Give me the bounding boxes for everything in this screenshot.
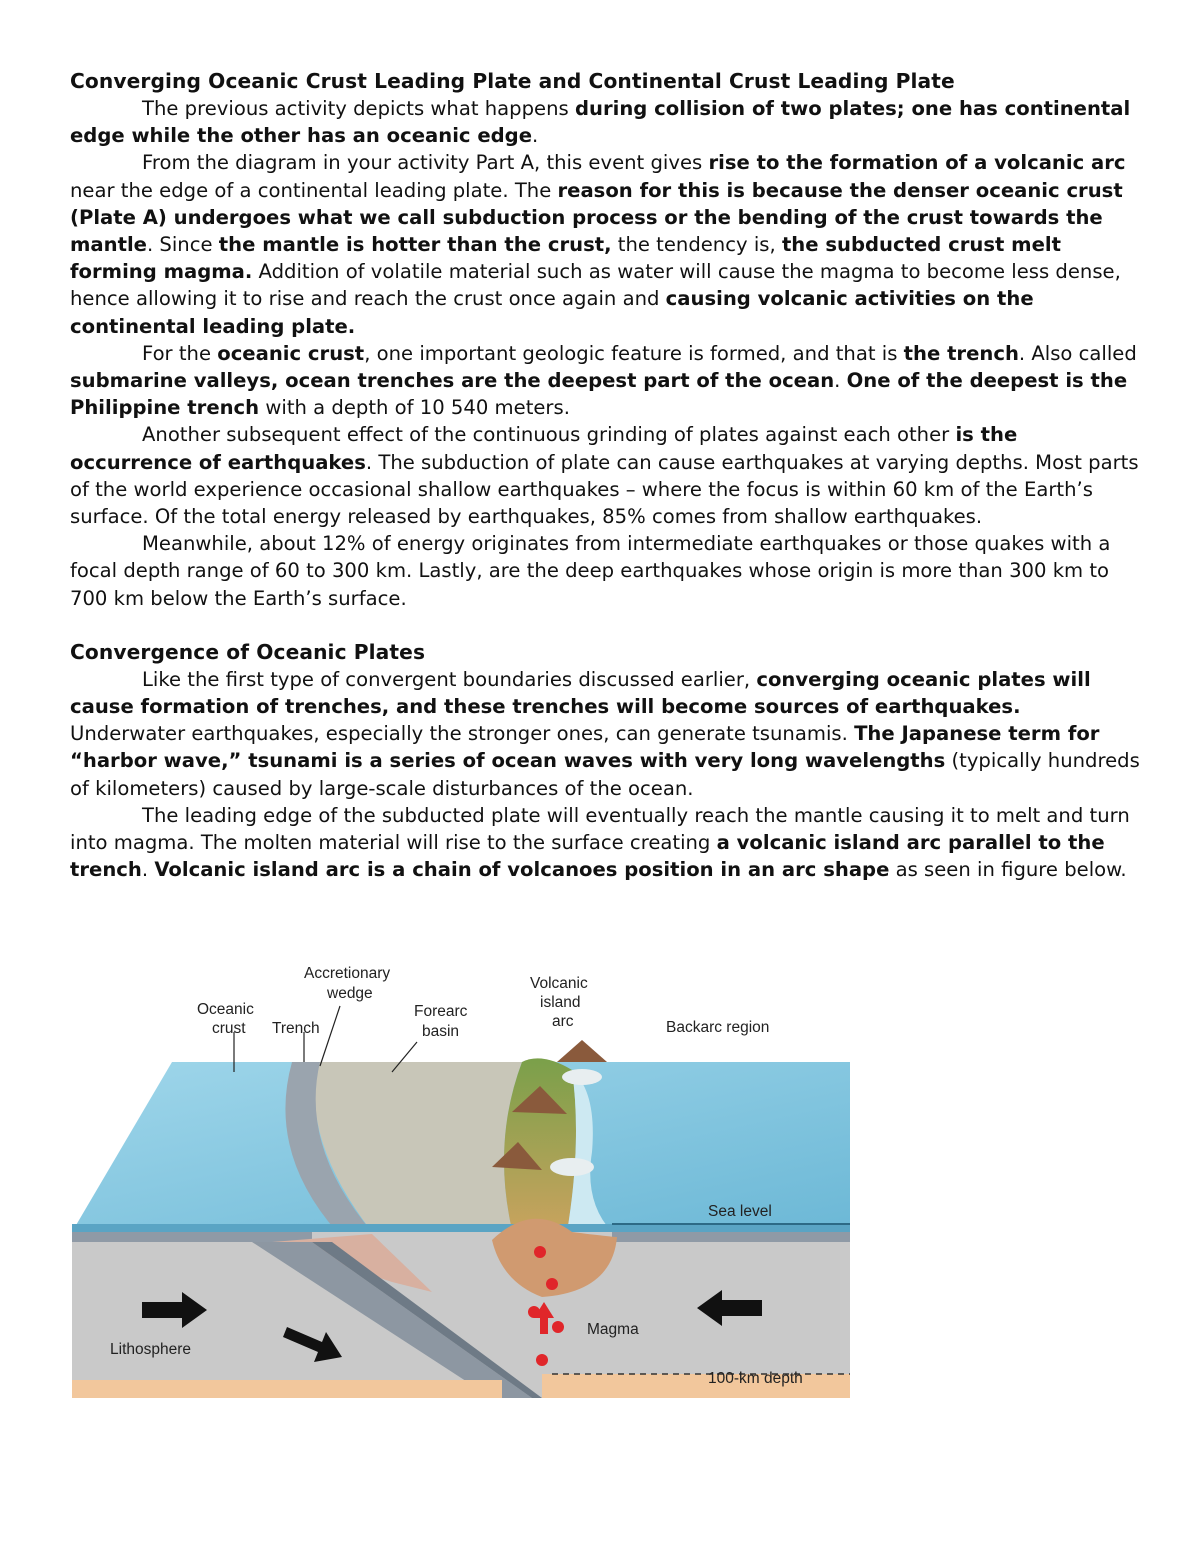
label-forearc: Forearc xyxy=(414,1003,468,1020)
section-heading-oceanic-plates: Convergence of Oceanic Plates xyxy=(70,639,426,664)
paragraph: Meanwhile, about 12% of energy originates from intermediate earthquakes or those quakes with a focal depth range of 60 to 300 km. Lastly, are the deep earthquakes whose origin is more than 300 km to 700 km below the Earth’s surface. xyxy=(70,532,1111,610)
magma-drop xyxy=(552,1321,564,1333)
cloud xyxy=(550,1158,594,1176)
paragraph: Like the first type of convergent boundaries discussed earlier, converging oceanic plates will cause formation of trenches, and these trenches will become sources of earthquakes. Underwater earthquakes, especially the stronger ones, can generate tsunamis. The Japanese term for “harbor wave,” tsunami is a series of ocean waves with very long wavelengths (typically hundreds of kilometers) caused by large-scale disturbances of the ocean. xyxy=(70,667,1140,800)
label-sea-level: Sea level xyxy=(708,1203,772,1220)
label-oceanic: Oceanic xyxy=(197,1001,254,1018)
spacer xyxy=(70,612,1140,639)
paragraph: For the oceanic crust, one important geologic feature is formed, and that is the trench. Also called submarine valleys, ocean trenches are the deepest part of the ocean. One of the deepest is the Philippine trench with a depth of 10 540 meters. xyxy=(70,341,1137,420)
subduction-diagram xyxy=(72,962,850,1398)
oceanic-crust-left xyxy=(72,1232,312,1242)
paragraph: From the diagram in your activity Part A, this event gives rise to the formation of a volcanic arc near the edge of a continental leading plate. The reason for this is because the denser oceanic crust (Plate A) undergoes what we call subduction process or the bending of the crust towards the mantle. Since the mantle is hotter than the crust, the tendency is, the subducted crust melt forming magma. Addition of volatile material such as water will cause the magma to become less dense, hence allowing it to rise and reach the crust once again and causing volcanic activities on the continental leading plate. xyxy=(70,151,1126,338)
magma-drop xyxy=(534,1246,546,1258)
section-heading-oceanic-continental: Converging Oceanic Crust Leading Plate and Continental Crust Leading Plate xyxy=(70,69,955,93)
label-magma: Magma xyxy=(587,1321,639,1338)
label-depth: 100-km depth xyxy=(708,1370,803,1387)
paragraph: Another subsequent effect of the continuous grinding of plates against each other is the occurrence of earthquakes. The subduction of plate can cause earthquakes at varying depths. Most parts of the world experience occasional shallow earthquakes – where the focus is within 60 km of the Earth’s surface. Of the total energy released by earthquakes, 85% comes from shallow earthquakes. xyxy=(70,423,1139,529)
label-arc: arc xyxy=(552,1013,574,1030)
sea-front xyxy=(72,1224,850,1232)
label-trench: Trench xyxy=(272,1020,320,1037)
label-volcanic: Volcanic xyxy=(530,975,588,992)
paragraph: The previous activity depicts what happens during collision of two plates; one has continental edge while the other has an oceanic edge. xyxy=(70,97,1131,148)
label-lithosphere: Lithosphere xyxy=(110,1341,192,1358)
label-wedge: wedge xyxy=(327,985,373,1002)
label-accretionary: Accretionary xyxy=(304,965,391,982)
paragraph: The leading edge of the subducted plate will eventually reach the mantle causing it to melt and turn into magma. The molten material will rise to the surface creating a volcanic island arc parallel to the trench. Volcanic island arc is a chain of volcanoes position in an arc shape as seen in figure below. xyxy=(70,803,1130,882)
label-island: island xyxy=(540,994,581,1011)
subduction-diagram-svg xyxy=(72,962,850,1398)
volcano xyxy=(557,1040,607,1062)
asthenosphere xyxy=(542,1374,850,1398)
label-crust: crust xyxy=(212,1020,246,1037)
asthenosphere-left xyxy=(72,1380,502,1398)
oceanic-crust-right xyxy=(612,1232,850,1242)
document-page xyxy=(70,68,1140,883)
label-backarc: Backarc region xyxy=(666,1019,770,1036)
cloud xyxy=(562,1069,602,1085)
magma-drop xyxy=(536,1354,548,1366)
label-basin: basin xyxy=(422,1023,460,1040)
magma-drop xyxy=(546,1278,558,1290)
